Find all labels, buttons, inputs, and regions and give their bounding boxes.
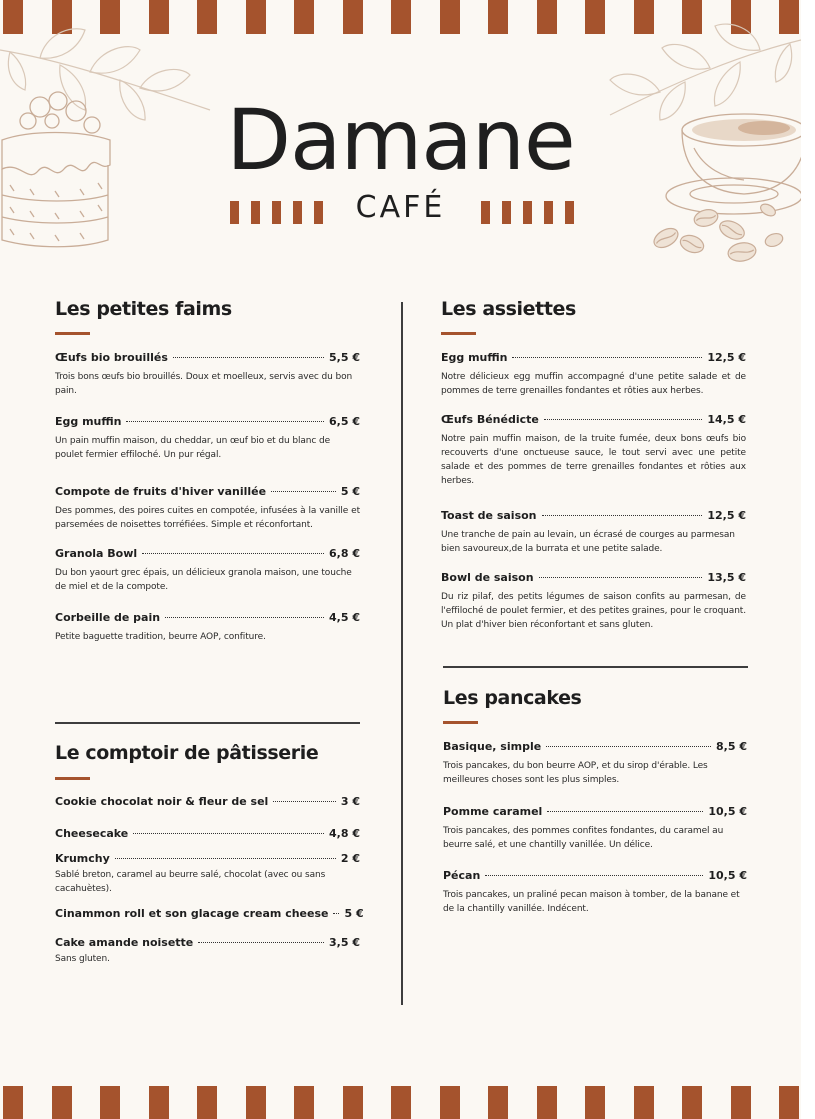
menu-item bbox=[441, 509, 746, 556]
item-price: 13,5 € bbox=[707, 571, 746, 584]
brand-logo-wordmark: Damane bbox=[226, 91, 575, 189]
section-title-comptoir: Le comptoir de pâtisserie bbox=[55, 742, 319, 764]
item-description: Notre pain muffin maison, de la truite fumée, deux bons œufs bio recouverts d'une onctueuse sauce, le tout servi avec une petite salade et des pommes de terre grenailles fondantes et rôties aux herbes. bbox=[441, 434, 746, 486]
menu-item bbox=[55, 351, 360, 398]
item-price: 5 € bbox=[344, 907, 364, 920]
menu-item bbox=[443, 869, 747, 916]
item-description: Sans gluten. bbox=[55, 954, 110, 964]
menu-item bbox=[55, 485, 360, 532]
item-description: Des pommes, des poires cuites en compotée, infusées à la vanille et parsemées de noisettes torréfiées. Simple et réconfortant. bbox=[55, 506, 360, 530]
menu-item bbox=[55, 547, 360, 594]
section-accent bbox=[55, 332, 90, 335]
item-price: 12,5 € bbox=[707, 509, 746, 522]
item-name: Œufs bio brouillés bbox=[55, 351, 168, 364]
item-description: Une tranche de pain au levain, un écrasé de courges au parmesan bien savoureux,de la burrata et une petite salade. bbox=[441, 530, 735, 554]
item-price: 10,5 € bbox=[708, 805, 747, 818]
item-name: Cinammon roll et son glacage cream cheese bbox=[55, 907, 329, 920]
item-name: Egg muffin bbox=[55, 415, 122, 428]
section-divider bbox=[443, 666, 748, 668]
bottom-stripe-border bbox=[0, 1086, 801, 1119]
item-price: 12,5 € bbox=[707, 351, 746, 364]
menu-item bbox=[441, 413, 746, 488]
item-price: 14,5 € bbox=[707, 413, 746, 426]
item-name: Toast de saison bbox=[441, 509, 537, 522]
section-divider bbox=[55, 722, 360, 724]
menu-item bbox=[443, 740, 747, 787]
item-description: Notre délicieux egg muffin accompagné d'une petite salade et de pommes de terre grenailles fondantes et rôties aux herbes. bbox=[441, 372, 746, 396]
item-name: Cookie chocolat noir & fleur de sel bbox=[55, 795, 269, 808]
item-description: Petite baguette tradition, beurre AOP, confiture. bbox=[55, 632, 266, 642]
item-description: Trois bons œufs bio brouillés. Doux et moelleux, servis avec du bon pain. bbox=[55, 372, 353, 396]
item-name: Bowl de saison bbox=[441, 571, 534, 584]
menu-item bbox=[443, 805, 747, 852]
item-name: Granola Bowl bbox=[55, 547, 138, 560]
item-description: Trois pancakes, un praliné pecan maison à tomber, de la banane et de la chantilly vanillée. Indécent. bbox=[443, 890, 740, 914]
section-title-assiettes: Les assiettes bbox=[441, 298, 576, 320]
menu-item bbox=[55, 907, 364, 921]
item-price: 4,8 € bbox=[329, 827, 360, 840]
section-title-pancakes: Les pancakes bbox=[443, 687, 582, 709]
column-divider bbox=[401, 302, 403, 1005]
item-name: Œufs Bénédicte bbox=[441, 413, 539, 426]
item-description: Du riz pilaf, des petits légumes de saison confits au parmesan, de l'effiloché de poulet fermier, et des petites graines, pour le croquant. Un plat d'hiver bien réconfortant et sans gluten. bbox=[441, 592, 746, 630]
menu-item bbox=[55, 611, 360, 644]
item-name: Pécan bbox=[443, 869, 481, 882]
menu-item bbox=[55, 936, 360, 966]
section-accent bbox=[443, 721, 478, 724]
item-description: Du bon yaourt grec épais, un délicieux granola maison, une touche de miel et de la compote. bbox=[55, 568, 352, 592]
item-description: Sablé breton, caramel au beurre salé, chocolat (avec ou sans cacahuètes). bbox=[55, 870, 326, 894]
item-name: Egg muffin bbox=[441, 351, 508, 364]
item-price: 5 € bbox=[340, 485, 360, 498]
item-price: 10,5 € bbox=[708, 869, 747, 882]
item-price: 5,5 € bbox=[329, 351, 360, 364]
section-title-petites-faims: Les petites faims bbox=[55, 298, 232, 320]
item-price: 8,5 € bbox=[716, 740, 747, 753]
item-name: Krumchy bbox=[55, 852, 110, 865]
menu-item bbox=[55, 415, 360, 462]
menu-item bbox=[55, 827, 360, 841]
brand-logo-subtitle: CAFÉ bbox=[355, 190, 446, 225]
item-name: Basique, simple bbox=[443, 740, 542, 753]
item-name: Cake amande noisette bbox=[55, 936, 194, 949]
item-price: 2 € bbox=[340, 852, 360, 865]
item-price: 3 € bbox=[340, 795, 360, 808]
menu-item bbox=[55, 795, 360, 809]
item-name: Cheesecake bbox=[55, 827, 129, 840]
item-price: 6,5 € bbox=[329, 415, 360, 428]
item-description: Trois pancakes, des pommes confites fondantes, du caramel au beurre salé, et une chantilly vanillée. Un délice. bbox=[443, 826, 724, 850]
section-accent bbox=[55, 777, 90, 780]
item-description: Un pain muffin maison, du cheddar, un œuf bio et du blanc de poulet fermier effiloché. Un pur régal. bbox=[55, 436, 331, 460]
menu-item bbox=[441, 571, 746, 632]
item-price: 6,8 € bbox=[329, 547, 360, 560]
item-name: Compote de fruits d'hiver vanillée bbox=[55, 485, 267, 498]
item-price: 4,5 € bbox=[329, 611, 360, 624]
item-description: Trois pancakes, du bon beurre AOP, et du sirop d'érable. Les meilleures choses sont les plus simples. bbox=[443, 761, 708, 785]
item-name: Corbeille de pain bbox=[55, 611, 161, 624]
menu-item bbox=[55, 852, 360, 896]
menu-item bbox=[441, 351, 746, 398]
item-price: 3,5 € bbox=[329, 936, 360, 949]
section-accent bbox=[441, 332, 476, 335]
item-name: Pomme caramel bbox=[443, 805, 543, 818]
